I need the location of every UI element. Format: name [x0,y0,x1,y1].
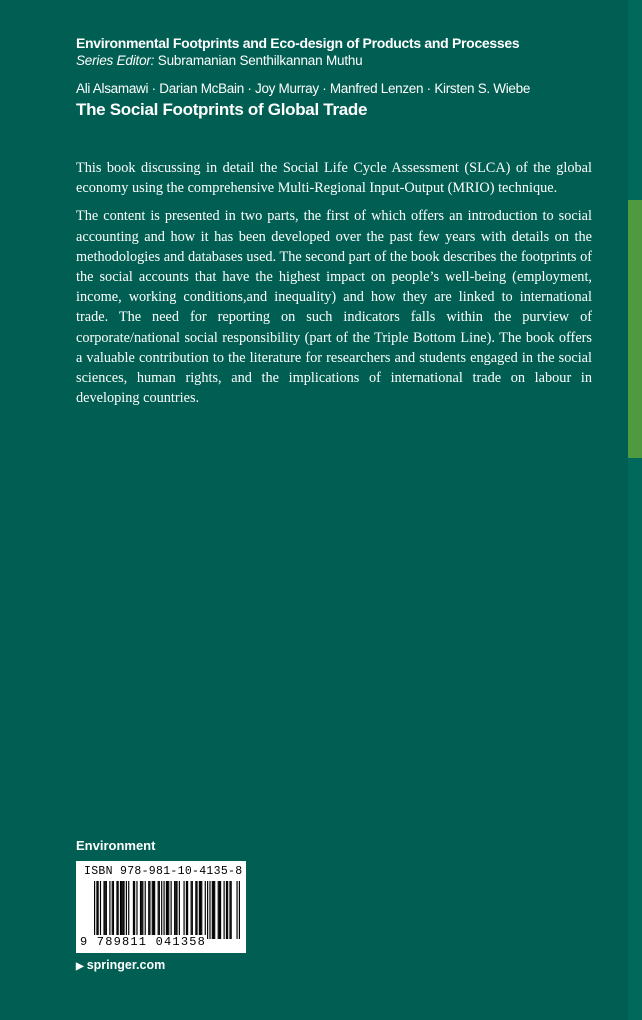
barcode-bar [200,881,201,939]
barcode-bar [100,881,101,939]
barcode-bar [96,881,97,939]
barcode-bar [154,881,155,939]
book-description [76,158,592,416]
barcode-bar [176,881,177,939]
barcode-bar [141,881,142,939]
barcode-bar [231,881,232,939]
barcode-bar [105,881,106,939]
barcode-bar [179,881,180,939]
barcode-bar [152,881,153,939]
isbn-text: ISBN 978-981-10-4135-8 [84,865,243,878]
book-title: The Social Footprints of Global Trade [76,100,368,119]
barcode-bar [175,881,176,939]
barcode-bar [120,881,121,939]
barcode-bar [106,881,107,939]
barcode-bar [209,881,210,939]
barcode-bar [122,881,123,939]
barcode-bar [196,881,197,939]
series-title: Environmental Footprints and Eco-design of Products and Processes [76,35,520,51]
publisher-website[interactable] [76,958,165,972]
barcode-bar [213,881,214,939]
barcode-bar [192,881,193,939]
barcode-bar [191,881,192,939]
author-list: Ali Alsamawi · Darian McBain · Joy Murray · Manfred Lenzen · Kirsten S. Wiebe [76,81,531,96]
barcode-bar [140,881,141,939]
series-editor-label: Series Editor: [76,53,155,68]
spine-edge-bottom [628,458,642,1020]
spine-edge-accent [628,200,642,458]
barcode-bar [118,881,119,939]
barcode-bar [171,881,172,939]
play-arrow-icon: ▶ [76,961,84,972]
barcode-bar [199,881,200,939]
barcode-bar [220,881,221,939]
description-paragraph-1: This book discussing in detail the Social Life Cycle Assessment (SLCA) of the global economy using the comprehensive Multi-Regional Input-Output (MRIO) technique. [76,160,592,197]
website-text: springer.com [86,958,166,972]
barcode-bar [109,881,110,939]
barcode-bar [239,881,240,939]
barcode-bar [159,881,160,939]
barcode-bar [166,881,167,939]
barcode-bar [186,881,187,939]
barcode-bar [183,881,184,939]
subject-category: Environment [76,838,156,853]
barcode-bar [163,881,164,939]
description-paragraph-2: The content is presented in two parts, the first of which offers an introduction to social accounting and how it has been developed over the past few years with details on the methodologies and databases used. The second part of the book describes the footprints of the social accounts that have the highest impact on people’s well-being (employment, income, working conditions,and inequality) and how they are linked to international trade. The need for reporting on such indicators falls within the purview of corporate/national social responsibility (part of the Triple Bottom Line). The book offers a valuable contribution to the literature for researchers and students engaged in the social sciences, human rights, and the implications of international trade on labour in developing countries. [76,208,592,407]
spine-edge-top [628,0,642,200]
barcode-bar [103,881,104,939]
barcode-bar [113,881,114,939]
barcode-bar [134,881,135,939]
barcode-bar [224,881,225,939]
barcode-bar [94,881,95,939]
barcode-bar [212,881,213,939]
barcode-bar [128,881,129,939]
barcode-bar [174,881,175,939]
barcode-bar [98,881,99,939]
barcode-bar [161,881,162,939]
barcode-bars [94,881,240,939]
barcode-bar [205,881,206,939]
barcode-bar [145,881,146,939]
barcode-bar [218,881,219,939]
barcode-bar [126,881,127,939]
barcode-bar [167,881,168,939]
barcode-bar [153,881,154,939]
series-editor-name: Subramanian Senthilkannan Muthu [157,53,363,68]
barcode-bar [219,881,220,939]
barcode-bar [227,881,228,939]
barcode-bar [214,881,215,939]
barcode-bar [226,881,227,939]
barcode-bar [121,881,122,939]
barcode-bar [201,881,202,939]
barcode-bar [116,881,117,939]
barcode-bar [142,881,143,939]
barcode-bar [207,881,208,939]
series-editor [76,52,596,70]
barcode-bar [133,881,134,939]
barcode-bar [168,881,169,939]
cover-header [76,34,596,121]
barcode-bar [158,881,159,939]
barcode-bar [136,881,137,939]
barcode-digits: 9 789811 041358 [80,935,207,949]
barcode-bar [187,881,188,939]
barcode-bar [229,881,230,939]
barcode-bar [236,881,237,939]
barcode-bar [148,881,149,939]
barcode-bar [195,881,196,939]
barcode-bar [112,881,113,939]
barcode-bar [149,881,150,939]
isbn-barcode [76,861,246,953]
barcode-bar [123,881,124,939]
